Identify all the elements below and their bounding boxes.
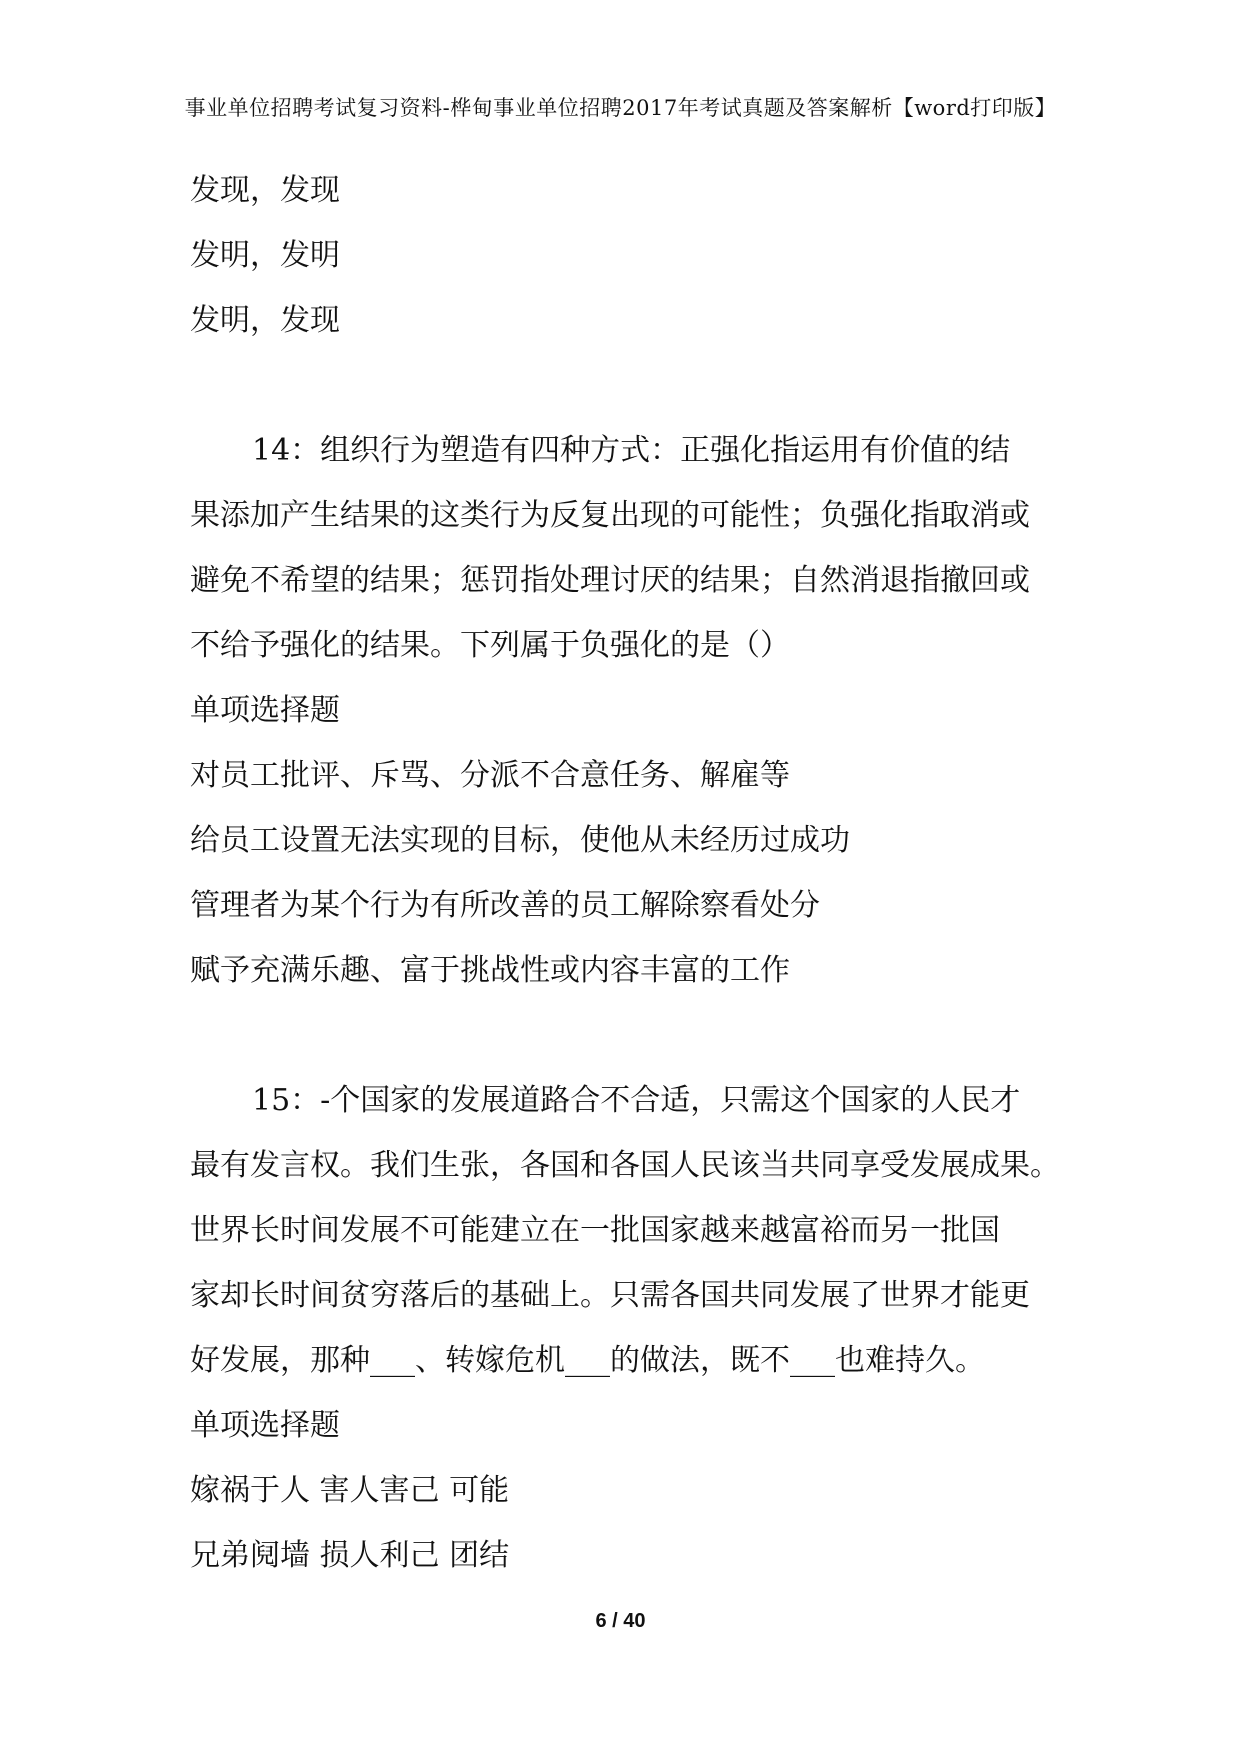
q14-option-4: 赋予充满乐趣、富于挑战性或内容丰富的工作: [190, 953, 790, 988]
prev-option-3: 发明，发现: [190, 303, 340, 338]
q15-text-line-4: 家却长时间贫穷落后的基础上。只需各国共同发展了世界才能更: [190, 1278, 1030, 1313]
prev-option-1: 发现，发现: [190, 173, 340, 208]
q15-option-2: 兄弟阋墙 损人利己 团结: [190, 1538, 510, 1573]
q14-text-line-2: 果添加产生结果的这类行为反复出现的可能性；负强化指取消或: [190, 498, 1030, 533]
q14-option-1: 对员工批评、斥骂、分派不合意任务、解雇等: [190, 758, 790, 793]
q15-option-1: 嫁祸于人 害人害己 可能: [190, 1473, 510, 1508]
q14-question-type: 单项选择题: [190, 693, 340, 728]
q15-question-type: 单项选择题: [190, 1408, 340, 1443]
q14-option-3: 管理者为某个行为有所改善的员工解除察看处分: [190, 888, 820, 923]
q15-text-line-3: 世界长时间发展不可能建立在一批国家越来越富裕而另一批国: [190, 1213, 1000, 1248]
q14-text-line-3: 避免不希望的结果；惩罚指处理讨厌的结果；自然消退指撤回或: [190, 563, 1030, 598]
document-header: 事业单位招聘考试复习资料-桦甸事业单位招聘2017年考试真题及答案解析【word打印版】: [184, 96, 1057, 120]
q14-text-line-1: 14：组织行为塑造有四种方式：正强化指运用有价值的结: [252, 433, 1011, 468]
q15-text-line-5: 好发展，那种___、转嫁危机___的做法，既不___也难持久。: [190, 1343, 985, 1378]
q15-text-line-2: 最有发言权。我们生张，各国和各国人民该当共同享受发展成果。: [190, 1148, 1060, 1183]
q14-text-line-4: 不给予强化的结果。下列属于负强化的是（）: [190, 628, 790, 663]
q14-option-2: 给员工设置无法实现的目标，使他从未经历过成功: [190, 823, 850, 858]
page-number: 6 / 40: [595, 1610, 646, 1632]
prev-option-2: 发明，发明: [190, 238, 340, 273]
q15-text-line-1: 15：-个国家的发展道路合不合适，只需这个国家的人民才: [252, 1083, 1021, 1118]
